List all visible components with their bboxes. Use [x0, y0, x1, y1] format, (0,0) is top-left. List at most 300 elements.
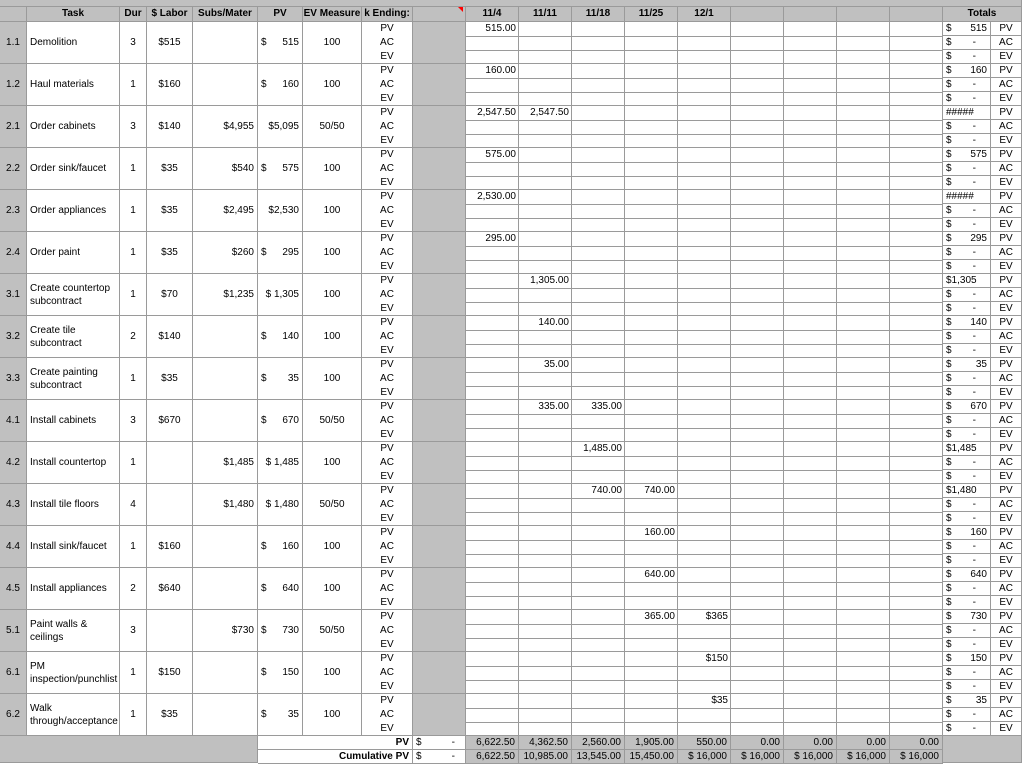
week-cell[interactable] — [466, 400, 519, 442]
week-cell[interactable] — [890, 652, 943, 694]
summary-pv-week[interactable]: 0.00 — [890, 736, 943, 750]
week-cell[interactable] — [784, 568, 837, 610]
task-ev-measure[interactable] — [303, 568, 362, 610]
week-cell[interactable] — [784, 442, 837, 484]
week-cell[interactable] — [625, 190, 678, 232]
week-cell[interactable] — [784, 694, 837, 736]
week-cell[interactable] — [890, 526, 943, 568]
task-subs[interactable] — [193, 442, 258, 484]
task-totals[interactable] — [943, 22, 1022, 64]
task-totals[interactable] — [943, 610, 1022, 652]
task-ev-measure[interactable] — [303, 526, 362, 568]
week-cell[interactable] — [731, 694, 784, 736]
week-cell[interactable] — [837, 316, 890, 358]
week-cell[interactable] — [625, 358, 678, 400]
week-cell[interactable] — [625, 316, 678, 358]
header-week-7[interactable] — [837, 7, 890, 22]
task-name[interactable] — [27, 442, 120, 484]
week-cell[interactable] — [625, 526, 678, 568]
week-cell[interactable] — [519, 526, 572, 568]
task-labor[interactable] — [147, 190, 193, 232]
week-cell[interactable] — [572, 652, 625, 694]
task-id[interactable] — [0, 484, 27, 526]
week-cell[interactable] — [837, 568, 890, 610]
task-dur[interactable] — [120, 484, 147, 526]
week-cell[interactable] — [890, 568, 943, 610]
task-labor[interactable] — [147, 652, 193, 694]
week-cell[interactable] — [572, 400, 625, 442]
header-ev-measure[interactable]: EV Measure — [303, 7, 362, 22]
week-cell[interactable] — [625, 148, 678, 190]
task-ev-measure[interactable] — [303, 106, 362, 148]
week-cell[interactable] — [519, 694, 572, 736]
task-subs[interactable] — [193, 64, 258, 106]
header-week-3[interactable]: 11/25 — [625, 7, 678, 22]
week-cell[interactable] — [784, 22, 837, 64]
task-id[interactable] — [0, 148, 27, 190]
week-cell[interactable] — [731, 400, 784, 442]
task-subs[interactable] — [193, 190, 258, 232]
week-cell[interactable] — [625, 484, 678, 526]
week-cell[interactable] — [678, 106, 731, 148]
week-cell[interactable] — [466, 484, 519, 526]
task-ev-measure[interactable] — [303, 316, 362, 358]
week-cell[interactable] — [784, 316, 837, 358]
week-cell[interactable] — [731, 64, 784, 106]
week-cell[interactable] — [625, 400, 678, 442]
task-labor[interactable] — [147, 400, 193, 442]
week-cell[interactable] — [890, 484, 943, 526]
task-labor[interactable] — [147, 64, 193, 106]
week-cell[interactable] — [837, 22, 890, 64]
week-cell[interactable] — [837, 400, 890, 442]
week-cell[interactable] — [519, 484, 572, 526]
task-ev-measure[interactable] — [303, 358, 362, 400]
task-id[interactable] — [0, 694, 27, 736]
task-totals[interactable] — [943, 148, 1022, 190]
week-cell[interactable] — [572, 694, 625, 736]
week-cell[interactable] — [890, 316, 943, 358]
week-cell[interactable] — [625, 442, 678, 484]
week-cell[interactable] — [731, 568, 784, 610]
task-subs[interactable] — [193, 22, 258, 64]
task-name[interactable] — [27, 694, 120, 736]
week-cell[interactable] — [837, 148, 890, 190]
week-cell[interactable] — [784, 190, 837, 232]
task-pv[interactable] — [258, 106, 303, 148]
week-cell[interactable] — [784, 64, 837, 106]
task-totals[interactable] — [943, 652, 1022, 694]
week-cell[interactable] — [837, 358, 890, 400]
week-cell[interactable] — [572, 526, 625, 568]
task-dur[interactable] — [120, 106, 147, 148]
week-cell[interactable] — [890, 64, 943, 106]
summary-cum-week[interactable]: 13,545.00 — [572, 750, 625, 764]
week-cell[interactable] — [625, 232, 678, 274]
task-totals[interactable] — [943, 526, 1022, 568]
task-labor[interactable] — [147, 442, 193, 484]
week-cell[interactable] — [466, 442, 519, 484]
week-cell[interactable] — [572, 64, 625, 106]
task-name[interactable] — [27, 610, 120, 652]
week-cell[interactable] — [572, 568, 625, 610]
task-subs[interactable] — [193, 694, 258, 736]
summary-cum-week[interactable]: $ 16,000 — [678, 750, 731, 764]
week-cell[interactable] — [678, 316, 731, 358]
task-labor[interactable] — [147, 106, 193, 148]
week-cell[interactable] — [837, 610, 890, 652]
task-id[interactable] — [0, 610, 27, 652]
comment-marker-icon[interactable] — [458, 7, 463, 12]
week-cell[interactable] — [625, 694, 678, 736]
week-cell[interactable] — [625, 610, 678, 652]
week-cell[interactable] — [678, 442, 731, 484]
header-week-5[interactable] — [731, 7, 784, 22]
week-cell[interactable] — [784, 610, 837, 652]
task-pv[interactable] — [258, 22, 303, 64]
header-week-2[interactable]: 11/18 — [572, 7, 625, 22]
week-cell[interactable] — [519, 22, 572, 64]
task-name[interactable] — [27, 400, 120, 442]
task-totals[interactable] — [943, 316, 1022, 358]
task-subs[interactable] — [193, 106, 258, 148]
task-ev-measure[interactable] — [303, 442, 362, 484]
week-cell[interactable] — [572, 274, 625, 316]
task-ev-measure[interactable] — [303, 652, 362, 694]
week-cell[interactable] — [890, 610, 943, 652]
task-dur[interactable] — [120, 442, 147, 484]
week-cell[interactable] — [837, 484, 890, 526]
header-pv[interactable]: PV — [258, 7, 303, 22]
week-cell[interactable] — [837, 106, 890, 148]
week-cell[interactable] — [678, 610, 731, 652]
task-id[interactable] — [0, 64, 27, 106]
task-subs[interactable] — [193, 484, 258, 526]
task-pv[interactable] — [258, 484, 303, 526]
task-dur[interactable] — [120, 22, 147, 64]
task-pv[interactable] — [258, 568, 303, 610]
task-name[interactable] — [27, 526, 120, 568]
task-pv[interactable] — [258, 652, 303, 694]
task-name[interactable] — [27, 190, 120, 232]
week-cell[interactable] — [678, 484, 731, 526]
week-cell[interactable] — [466, 358, 519, 400]
week-cell[interactable] — [731, 484, 784, 526]
week-cell[interactable] — [572, 232, 625, 274]
week-cell[interactable] — [519, 64, 572, 106]
task-name[interactable] — [27, 316, 120, 358]
week-cell[interactable] — [519, 610, 572, 652]
header-week-1[interactable]: 11/11 — [519, 7, 572, 22]
task-ev-measure[interactable] — [303, 694, 362, 736]
task-totals[interactable] — [943, 358, 1022, 400]
week-cell[interactable] — [731, 652, 784, 694]
task-subs[interactable] — [193, 568, 258, 610]
summary-pv-label[interactable]: PV — [258, 736, 413, 750]
week-cell[interactable] — [784, 484, 837, 526]
task-dur[interactable] — [120, 694, 147, 736]
task-name[interactable] — [27, 148, 120, 190]
week-cell[interactable] — [837, 652, 890, 694]
week-cell[interactable] — [519, 568, 572, 610]
summary-cum-week[interactable]: 10,985.00 — [519, 750, 572, 764]
header-ending[interactable]: k Ending: — [362, 7, 413, 22]
week-cell[interactable] — [519, 274, 572, 316]
week-cell[interactable] — [625, 22, 678, 64]
task-ev-measure[interactable] — [303, 22, 362, 64]
week-cell[interactable] — [519, 316, 572, 358]
task-name[interactable] — [27, 568, 120, 610]
header-week-4[interactable]: 12/1 — [678, 7, 731, 22]
week-cell[interactable] — [731, 358, 784, 400]
summary-cum-week[interactable]: $ 16,000 — [784, 750, 837, 764]
week-cell[interactable] — [731, 526, 784, 568]
week-cell[interactable] — [572, 442, 625, 484]
week-cell[interactable] — [678, 22, 731, 64]
task-labor[interactable] — [147, 316, 193, 358]
task-dur[interactable] — [120, 190, 147, 232]
task-subs[interactable] — [193, 316, 258, 358]
week-cell[interactable] — [519, 106, 572, 148]
task-ev-measure[interactable] — [303, 400, 362, 442]
task-id[interactable] — [0, 442, 27, 484]
task-id[interactable] — [0, 190, 27, 232]
task-labor[interactable] — [147, 274, 193, 316]
task-dur[interactable] — [120, 316, 147, 358]
week-cell[interactable] — [519, 232, 572, 274]
task-pv[interactable] — [258, 64, 303, 106]
week-cell[interactable] — [890, 148, 943, 190]
task-totals[interactable] — [943, 442, 1022, 484]
week-cell[interactable] — [466, 316, 519, 358]
task-totals[interactable] — [943, 568, 1022, 610]
task-ev-measure[interactable] — [303, 148, 362, 190]
task-pv[interactable] — [258, 316, 303, 358]
week-cell[interactable] — [784, 652, 837, 694]
task-name[interactable] — [27, 232, 120, 274]
week-cell[interactable] — [837, 232, 890, 274]
task-pv[interactable] — [258, 526, 303, 568]
week-cell[interactable] — [837, 442, 890, 484]
task-name[interactable] — [27, 484, 120, 526]
task-id[interactable] — [0, 400, 27, 442]
task-id[interactable] — [0, 316, 27, 358]
task-subs[interactable] — [193, 526, 258, 568]
task-pv[interactable] — [258, 190, 303, 232]
summary-cum-week[interactable]: $ 16,000 — [890, 750, 943, 764]
task-labor[interactable] — [147, 148, 193, 190]
task-labor[interactable] — [147, 232, 193, 274]
task-subs[interactable] — [193, 400, 258, 442]
summary-pv-week[interactable]: 1,905.00 — [625, 736, 678, 750]
week-cell[interactable] — [784, 358, 837, 400]
week-cell[interactable] — [466, 22, 519, 64]
task-totals[interactable] — [943, 64, 1022, 106]
week-cell[interactable] — [519, 358, 572, 400]
week-cell[interactable] — [678, 526, 731, 568]
week-cell[interactable] — [837, 694, 890, 736]
week-cell[interactable] — [890, 232, 943, 274]
task-labor[interactable] — [147, 610, 193, 652]
week-cell[interactable] — [572, 484, 625, 526]
summary-pv-week[interactable]: 0.00 — [784, 736, 837, 750]
task-id[interactable] — [0, 22, 27, 64]
task-name[interactable] — [27, 274, 120, 316]
task-totals[interactable] — [943, 274, 1022, 316]
task-dur[interactable] — [120, 610, 147, 652]
week-cell[interactable] — [890, 694, 943, 736]
summary-cum-label[interactable]: Cumulative PV — [258, 750, 413, 764]
week-cell[interactable] — [784, 274, 837, 316]
header-task[interactable]: Task — [27, 7, 120, 22]
summary-pv-week[interactable]: 6,622.50 — [466, 736, 519, 750]
week-cell[interactable] — [572, 22, 625, 64]
task-name[interactable] — [27, 64, 120, 106]
task-id[interactable] — [0, 274, 27, 316]
week-cell[interactable] — [890, 22, 943, 64]
summary-pv-week[interactable]: 2,560.00 — [572, 736, 625, 750]
task-subs[interactable] — [193, 148, 258, 190]
week-cell[interactable] — [466, 526, 519, 568]
task-labor[interactable] — [147, 694, 193, 736]
task-id[interactable] — [0, 106, 27, 148]
summary-cum-week[interactable]: 6,622.50 — [466, 750, 519, 764]
task-pv[interactable] — [258, 400, 303, 442]
task-totals[interactable] — [943, 232, 1022, 274]
week-cell[interactable] — [678, 148, 731, 190]
week-cell[interactable] — [731, 316, 784, 358]
week-cell[interactable] — [678, 64, 731, 106]
week-cell[interactable] — [731, 106, 784, 148]
task-name[interactable] — [27, 358, 120, 400]
task-dur[interactable] — [120, 232, 147, 274]
task-ev-measure[interactable] — [303, 232, 362, 274]
task-pv[interactable] — [258, 358, 303, 400]
header-subs[interactable]: Subs/Mater — [193, 7, 258, 22]
week-cell[interactable] — [784, 232, 837, 274]
week-cell[interactable] — [678, 358, 731, 400]
week-cell[interactable] — [572, 190, 625, 232]
task-dur[interactable] — [120, 568, 147, 610]
task-ev-measure[interactable] — [303, 610, 362, 652]
summary-cum-week[interactable]: 15,450.00 — [625, 750, 678, 764]
week-cell[interactable] — [731, 442, 784, 484]
week-cell[interactable] — [466, 190, 519, 232]
week-cell[interactable] — [466, 274, 519, 316]
header-labor[interactable]: $ Labor — [147, 7, 193, 22]
task-name[interactable] — [27, 652, 120, 694]
week-cell[interactable] — [625, 106, 678, 148]
week-cell[interactable] — [572, 106, 625, 148]
task-pv[interactable] — [258, 610, 303, 652]
task-subs[interactable] — [193, 274, 258, 316]
week-cell[interactable] — [466, 652, 519, 694]
task-dur[interactable] — [120, 358, 147, 400]
task-pv[interactable] — [258, 148, 303, 190]
task-pv[interactable] — [258, 274, 303, 316]
task-subs[interactable] — [193, 610, 258, 652]
week-cell[interactable] — [519, 442, 572, 484]
week-cell[interactable] — [466, 232, 519, 274]
summary-cum-week[interactable]: $ 16,000 — [837, 750, 890, 764]
week-cell[interactable] — [890, 442, 943, 484]
week-cell[interactable] — [678, 568, 731, 610]
task-id[interactable] — [0, 232, 27, 274]
task-dur[interactable] — [120, 526, 147, 568]
task-ev-measure[interactable] — [303, 190, 362, 232]
week-cell[interactable] — [625, 274, 678, 316]
summary-pv-week[interactable]: 0.00 — [837, 736, 890, 750]
task-pv[interactable] — [258, 442, 303, 484]
task-subs[interactable] — [193, 652, 258, 694]
task-dur[interactable] — [120, 652, 147, 694]
week-cell[interactable] — [572, 610, 625, 652]
week-cell[interactable] — [678, 232, 731, 274]
task-labor[interactable] — [147, 358, 193, 400]
week-cell[interactable] — [572, 316, 625, 358]
header-id[interactable] — [0, 7, 27, 22]
summary-pv-week[interactable]: 4,362.50 — [519, 736, 572, 750]
header-week-6[interactable] — [784, 7, 837, 22]
week-cell[interactable] — [890, 274, 943, 316]
week-cell[interactable] — [678, 274, 731, 316]
summary-pv-week[interactable]: 550.00 — [678, 736, 731, 750]
week-cell[interactable] — [731, 22, 784, 64]
week-cell[interactable] — [784, 526, 837, 568]
week-cell[interactable] — [890, 190, 943, 232]
week-cell[interactable] — [890, 400, 943, 442]
week-cell[interactable] — [837, 190, 890, 232]
week-cell[interactable] — [519, 190, 572, 232]
week-cell[interactable] — [837, 64, 890, 106]
task-ev-measure[interactable] — [303, 484, 362, 526]
task-ev-measure[interactable] — [303, 274, 362, 316]
week-cell[interactable] — [731, 148, 784, 190]
week-cell[interactable] — [466, 64, 519, 106]
task-labor[interactable] — [147, 568, 193, 610]
header-week-8[interactable] — [890, 7, 943, 22]
week-cell[interactable] — [572, 148, 625, 190]
task-id[interactable] — [0, 652, 27, 694]
week-cell[interactable] — [731, 610, 784, 652]
week-cell[interactable] — [731, 232, 784, 274]
week-cell[interactable] — [678, 400, 731, 442]
task-labor[interactable] — [147, 526, 193, 568]
week-cell[interactable] — [466, 610, 519, 652]
week-cell[interactable] — [572, 358, 625, 400]
week-cell[interactable] — [837, 526, 890, 568]
week-cell[interactable] — [625, 568, 678, 610]
week-cell[interactable] — [466, 148, 519, 190]
week-cell[interactable] — [519, 652, 572, 694]
task-totals[interactable] — [943, 694, 1022, 736]
week-cell[interactable] — [466, 106, 519, 148]
week-cell[interactable] — [784, 106, 837, 148]
task-totals[interactable] — [943, 400, 1022, 442]
task-dur[interactable] — [120, 274, 147, 316]
task-id[interactable] — [0, 526, 27, 568]
header-week-0[interactable]: 11/4 — [466, 7, 519, 22]
task-subs[interactable] — [193, 358, 258, 400]
week-cell[interactable] — [519, 148, 572, 190]
task-ev-measure[interactable] — [303, 64, 362, 106]
task-labor[interactable] — [147, 22, 193, 64]
week-cell[interactable] — [890, 106, 943, 148]
week-cell[interactable] — [519, 400, 572, 442]
task-name[interactable] — [27, 22, 120, 64]
week-cell[interactable] — [466, 568, 519, 610]
task-pv[interactable] — [258, 694, 303, 736]
